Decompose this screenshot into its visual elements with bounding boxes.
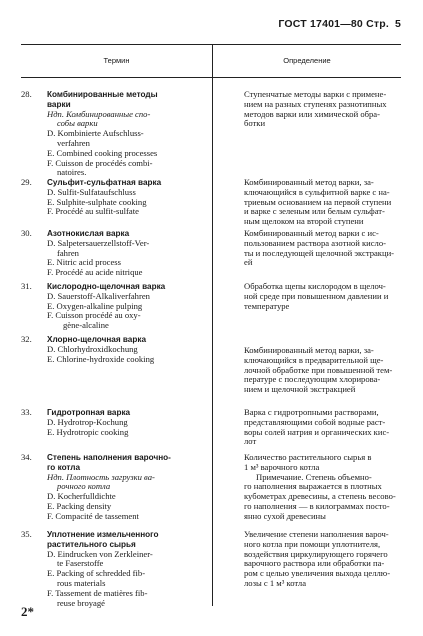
definition-line: ром с целью увеличения выхода целлю- (244, 568, 391, 579)
definition-line: Количество растительного сырья в (244, 452, 372, 462)
term-en: E. Oxygen-alkaline pulping (47, 300, 143, 311)
term-en: E. Packing density (47, 500, 112, 511)
entry-number: 34. (21, 452, 32, 462)
term-de: te Faserstoffe (57, 558, 104, 569)
definition-cell (244, 346, 422, 395)
column-header-definition: Определение (283, 56, 331, 65)
term-cell (47, 282, 227, 331)
term-de: D. Kombinierte Aufschluss- (47, 128, 144, 139)
definition-line: ключающийся в сульфитной варке с на- (244, 186, 390, 197)
header-title: ГОСТ 17401—80 Стр. (278, 18, 389, 30)
term-en: E. Packing of schredded fib- (47, 568, 146, 579)
term-fr: reuse broyagé (57, 597, 105, 608)
definition-line: и варке с зеленым или белым сульфат- (244, 206, 385, 217)
term-fr: F. Cuisson procédé au oxy- (47, 310, 141, 321)
term-ru: Хлорно-щелочная варка (47, 335, 147, 344)
term-de: D. Hydrotrop-Kochung (47, 416, 128, 427)
definition-line: температуре (244, 300, 290, 311)
definition-line: нием на разных ступенях разнотипных (244, 98, 387, 109)
definition-line: лозы с 1 м³ котла (244, 577, 307, 588)
term-fr: gène-alcaline (63, 320, 109, 331)
definition-line: ботки (244, 118, 266, 129)
definition-note: го наполнения — в килограммах посто- (244, 500, 390, 511)
entry-number: 29. (21, 177, 32, 187)
definition-line: варочного раствора или обработки па- (244, 558, 385, 569)
definition-cell (244, 408, 422, 447)
entry-number: 28. (21, 89, 32, 99)
term-en: E. Chlorine-hydroxide cooking (47, 353, 155, 364)
term-fr: F. Procédé au acide nitrique (47, 267, 143, 278)
term-en: E. Hydrotropic cooking (47, 426, 129, 437)
definition-cell (244, 229, 422, 268)
definition-line: пературе с последующим хлорирова- (244, 374, 381, 385)
term-cell (47, 408, 227, 437)
entry-number: 33. (21, 407, 32, 417)
term-deprecated: Ндп. Комбинированные спо- (47, 108, 151, 119)
definition-cell (244, 90, 422, 129)
term-en: E. Nitric acid process (47, 257, 121, 268)
entry-number: 31. (21, 281, 32, 291)
term-fr: F. Procédé au sulfit-sulfate (47, 206, 139, 217)
term-fr: F. Compacité de tassement (47, 510, 139, 521)
definition-line: нием и щелочной экстракцией (244, 384, 356, 395)
entry-number: 35. (21, 529, 32, 539)
definition-line: Комбинированный метод варки, за- (244, 177, 374, 187)
definition-note: го наполнения выражается в плотных (244, 481, 382, 492)
page-footer-mark: 2* (21, 604, 34, 619)
definition-line: Комбинированный метод варки с ис- (244, 228, 379, 238)
term-fr: F. Cuisson de procédés combi- (47, 157, 153, 168)
term-ru: Кислородно-щелочная варка (47, 282, 166, 291)
term-ru: Уплотнение измельченного (47, 530, 159, 539)
definition-note: Примечание. Степень объемно- (256, 471, 372, 482)
term-ru: Азотнокислая варка (47, 229, 130, 238)
term-deprecated: рочного котла (57, 481, 111, 492)
term-en: rous materials (57, 577, 106, 588)
definition-cell (244, 178, 422, 227)
definition-note: кубометрах древесины, а степень весово- (244, 491, 396, 502)
definition-line: Увеличение степени наполнения вароч- (244, 529, 389, 539)
term-deprecated: Ндп. Плотность загрузки ва- (47, 471, 155, 482)
term-de: fahren (57, 247, 79, 258)
entry-number: 30. (21, 228, 32, 238)
column-header-term: Термин (103, 56, 130, 65)
definition-line: методов варки или химической обра- (244, 108, 380, 119)
term-fr: natoires. (57, 167, 87, 178)
definition-line: триевым основанием на первой ступени (244, 196, 392, 207)
term-cell (47, 530, 227, 608)
term-cell (47, 453, 227, 522)
term-ru: Комбинированные методы (47, 90, 158, 99)
definition-line: лочной обработке при повышенной тем- (244, 364, 393, 375)
definition-line: Варка с гидротропными растворами, (244, 407, 379, 417)
term-de: D. Eindrucken von Zerkleiner- (47, 548, 153, 559)
term-de: D. Sauerstoff-Alkaliverfahren (47, 290, 150, 301)
definition-line: лот (244, 436, 257, 447)
definition-line: воры солей натрия и органических кис- (244, 426, 390, 437)
term-de: verfahren (57, 137, 90, 148)
definition-cell (244, 530, 422, 589)
definition-line: Комбинированный метод варки, за- (244, 345, 374, 355)
definition-line: ей (244, 257, 253, 268)
definition-line: 1 м³ варочного котла (244, 461, 320, 472)
page-header (278, 18, 401, 30)
term-ru: Гидротропная варка (47, 408, 131, 417)
term-de: D. Salpetersauerzellstoff-Ver- (47, 237, 150, 248)
entry-number: 32. (21, 334, 32, 344)
term-fr: F. Tassement de matières fib- (47, 587, 148, 598)
definition-line: ключающийся в предварительной ще- (244, 354, 384, 365)
definition-line: представляющими собой водные раст- (244, 416, 386, 427)
definition-cell (244, 453, 422, 522)
term-de: D. Chlorhydroxidkochung (47, 343, 138, 354)
definition-note: янно сухой древесины (244, 510, 326, 521)
term-cell (47, 178, 227, 217)
table-header (21, 44, 401, 78)
term-cell (47, 90, 227, 178)
term-cell (47, 229, 227, 278)
definition-line: пользованием раствора азотной кисло- (244, 237, 387, 248)
definition-line: Ступенчатые методы варки с примене- (244, 89, 387, 99)
term-en: E. Sulphite-sulphate cooking (47, 196, 147, 207)
header-page-number: 5 (394, 18, 401, 30)
definition-line: ной среде при повышенном давлении и (244, 290, 389, 301)
definition-line: Обработка щепы кислородом в щелоч- (244, 281, 386, 291)
term-ru: варки (47, 99, 71, 109)
definition-cell (244, 282, 422, 311)
term-deprecated: собы варки (57, 118, 98, 129)
term-ru: растительного сырья (47, 539, 136, 549)
term-de: D. Sulfit-Sulfataufschluss (47, 186, 136, 197)
term-cell (47, 335, 227, 364)
definition-line: воздействия циркулирующего горячего (244, 548, 388, 559)
definition-line: ного котла при помощи уплотнителя, (244, 538, 381, 549)
term-ru: Сульфит-сульфатная варка (47, 178, 162, 187)
term-ru: Степень наполнения варочно- (47, 453, 171, 462)
term-de: D. Kocherfulldichte (47, 491, 116, 502)
term-ru: го котла (47, 462, 81, 472)
term-en: E. Combined cooking processes (47, 147, 158, 158)
definition-line: ным щелоком на второй ступени (244, 216, 364, 227)
definition-line: ты и последующей щелочной экстракци- (244, 247, 395, 258)
